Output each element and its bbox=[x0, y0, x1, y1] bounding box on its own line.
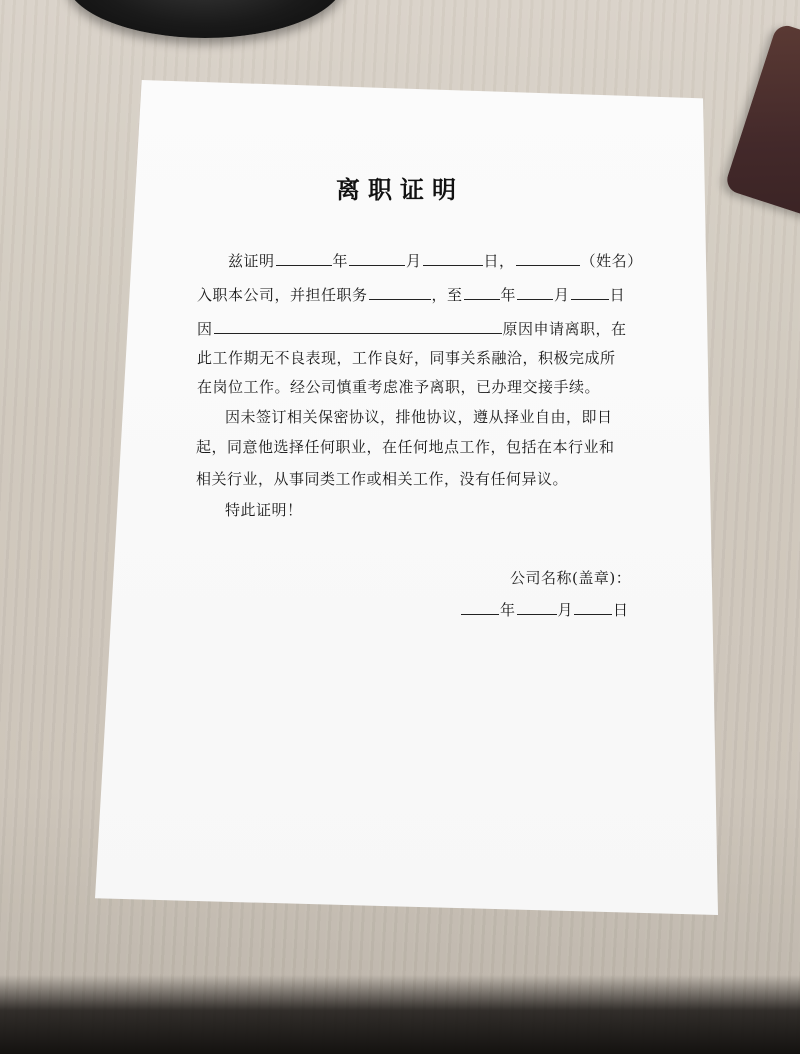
text-day: 日 bbox=[609, 286, 626, 304]
para1-line5: 在岗位工作。经公司慎重考虑准予离职，已办理交接手续。 bbox=[197, 378, 601, 396]
text-month: 月 bbox=[406, 252, 422, 270]
closing-text: 特此证明！ bbox=[225, 501, 303, 519]
paper-sheet bbox=[95, 80, 718, 915]
blank-start-day bbox=[423, 252, 483, 266]
para2-line1: 因未签订相关保密协议，排他协议，遵从择业自由，即日 bbox=[225, 408, 613, 426]
text-because: 因 bbox=[197, 320, 213, 338]
blank-end-day bbox=[571, 286, 609, 300]
text-year: 年 bbox=[500, 601, 516, 619]
text-until: ，至 bbox=[431, 286, 463, 304]
leather-pad bbox=[724, 22, 800, 222]
text-position: 入职本公司，并担任职务 bbox=[197, 286, 368, 304]
para1-line4: 此工作期无不良表现，工作良好，同事关系融洽，积极完成所 bbox=[197, 349, 616, 367]
text-year: 年 bbox=[500, 286, 517, 304]
para1-line3 bbox=[197, 318, 627, 339]
para1-line1 bbox=[228, 250, 643, 271]
text-day: 日 bbox=[613, 601, 629, 619]
text-month: 月 bbox=[557, 601, 574, 619]
text-year: 年 bbox=[332, 252, 349, 270]
blank-start-month bbox=[349, 252, 405, 266]
text-certify: 兹证明 bbox=[228, 252, 275, 270]
blank-position bbox=[369, 286, 431, 300]
blank-sign-day bbox=[574, 601, 612, 615]
text-name-label: （姓名） bbox=[580, 252, 643, 270]
text-month: 月 bbox=[554, 286, 570, 304]
para2-line2: 起，同意他选择任何职业，在任何地点工作，包括在本行业和 bbox=[196, 438, 615, 456]
table-edge-shadow bbox=[0, 975, 800, 1054]
blank-name bbox=[516, 252, 580, 266]
company-name-label: 公司名称(盖章)： bbox=[510, 569, 632, 587]
blank-end-year bbox=[464, 286, 500, 300]
para2-line3: 相关行业，从事同类工作或相关工作，没有任何异议。 bbox=[196, 470, 569, 488]
blank-end-month bbox=[517, 286, 553, 300]
document-title: 离职证明 bbox=[336, 175, 464, 204]
blank-sign-year bbox=[461, 601, 499, 615]
computer-mouse bbox=[65, 0, 345, 38]
blank-reason bbox=[214, 320, 502, 334]
signature-date bbox=[460, 599, 629, 620]
blank-sign-month bbox=[517, 601, 557, 615]
blank-start-year bbox=[276, 252, 332, 266]
para1-line2 bbox=[197, 284, 625, 305]
text-reason-suffix: 原因申请离职，在 bbox=[502, 320, 627, 338]
text-day: 日， bbox=[483, 252, 515, 270]
